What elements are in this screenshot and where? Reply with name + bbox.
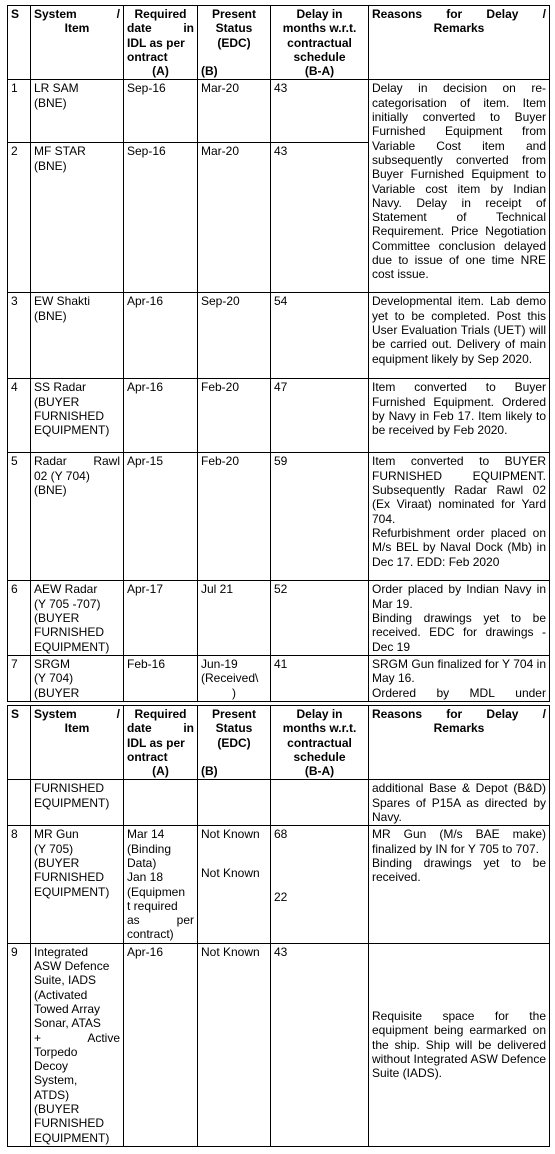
table-row [8,581,550,655]
row-remarks: Item converted to Buyer Furnished Equipment. Ordered by Navy in Feb 17. Item likely to be received by Feb 2020. [369,379,550,453]
row-s: 4 [8,379,31,453]
row-present-status: Sep-20 [198,293,271,379]
row-delay: 68 22 [271,826,369,943]
row-present-status: Feb-20 [198,453,271,581]
header-row [8,6,550,80]
header-present-status: Present Status (EDC) (B) [198,6,271,80]
row-s: 6 [8,581,31,655]
row-required-date: Apr-16 [124,379,198,453]
header-delay: Delay in months w.r.t. contractual schedule (B-A) [271,706,369,780]
row-system: Radar Rawl 02 (Y 704) (BNE) [31,453,124,581]
row-required-date: Apr-17 [124,581,198,655]
row-remarks: Order placed by Indian Navy in Mar 19. Binding drawings yet to be received. EDC for drawings - Dec 19 [369,581,550,655]
header-s: S [8,6,31,80]
row-required-date: Sep-16 [124,80,198,143]
row-required-date: Apr-16 [124,943,198,1146]
row-system: MF STAR (BNE) [31,143,124,293]
row-required-date [124,780,198,826]
row-present-status [198,780,271,826]
table-row [8,943,550,1146]
header-required-date: Required date in IDL as per ontract (A) [124,6,198,80]
row-present-status: Mar-20 [198,80,271,143]
row-s: 7 [8,655,31,701]
row-present-status: Mar-20 [198,143,271,293]
row-present-status: Not Known [198,943,271,1146]
row-s: 2 [8,143,31,293]
header-reasons: Reasons for Delay / Remarks [369,706,550,780]
row-required-date: Mar 14 (Binding Data) Jan 18 (Equipmen t required as per contract) [124,826,198,943]
row-present-status: Not Known Not Known [198,826,271,943]
table-row [8,80,550,143]
table-row [8,453,550,581]
row-required-date: Feb-16 [124,655,198,701]
table-row-continued [8,780,550,826]
table-row [8,826,550,943]
header-system-item: System / Item [31,706,124,780]
row-system: SRGM (Y 704) (BUYER [31,655,124,701]
header-required-date: Required date in IDL as per ontract (A) [124,706,198,780]
row-remarks: Item converted to BUYER FURNISHED EQUIPMENT. Subsequently Radar Rawl 02 (Ex Viraat) nominated for Yard 704. Refurbishment order placed on M/s BEL by Naval Dock (Mb) in Dec 17. EDD: Feb 2020 [369,453,550,581]
row-delay: 43 [271,143,369,293]
row-system: AEW Radar (Y 705 -707) (BUYER FURNISHED EQUIPMENT) [31,581,124,655]
header-system-item: System / Item [31,6,124,80]
row-s: 9 [8,943,31,1146]
row-s: 5 [8,453,31,581]
row-present-status: Jul 21 [198,581,271,655]
row-delay [271,780,369,826]
row-required-date: Apr-15 [124,453,198,581]
row-remarks: Developmental item. Lab demo yet to be completed. Post this User Evaluation Trials (UET) will be carried out. Delivery of main equipment likely by Sep 2020. [369,293,550,379]
header-row [8,706,550,780]
row-delay: 41 [271,655,369,701]
table-row [8,379,550,453]
header-s: S [8,706,31,780]
table-row [8,655,550,701]
row-remarks: Requisite space for the equipment being earmarked on the ship. Ship will be delivered without Integrated ASW Defence Suite (IADS). [369,943,550,1146]
row-remarks: Delay in decision on re-categorisation of item. Item initially converted to Buyer Furnished Equipment from Variable Cost item and subsequently converted from Buyer Furnished Equipment to Variable cost item by Indian Navy. Delay in receipt of Statement of Technical Requirement. Price Negotiation Committee conclusion delayed due to issue of one time NRE cost issue. [369,80,550,293]
row-present-status: Jun-19 (Received\ ) [198,655,271,701]
row-s [8,780,31,826]
row-delay: 43 [271,943,369,1146]
header-delay: Delay in months w.r.t. contractual schedule (B-A) [271,6,369,80]
row-delay: 47 [271,379,369,453]
row-s: 1 [8,80,31,143]
row-remarks: MR Gun (M/s BAE make) finalized by IN for Y 705 to 707. Binding drawings yet to be received. [369,826,550,943]
delay-table-part-2 [7,705,550,1147]
header-present-status: Present Status (EDC) (B) [198,706,271,780]
row-system: SS Radar (BUYER FURNISHED EQUIPMENT) [31,379,124,453]
row-s: 3 [8,293,31,379]
row-remarks: additional Base & Depot (B&D) Spares of P15A as directed by Navy. [369,780,550,826]
row-system: MR Gun (Y 705) (BUYER FURNISHED EQUIPMENT) [31,826,124,943]
row-delay: 59 [271,453,369,581]
row-system: EW Shakti (BNE) [31,293,124,379]
row-system: FURNISHED EQUIPMENT) [31,780,124,826]
row-system: Integrated ASW Defence Suite, IADS (Activated Towed Array Sonar, ATAS + Active Torpedo Decoy System, ATDS) (BUYER FURNISHED EQUIPMENT) [31,943,124,1146]
row-delay: 43 [271,80,369,143]
row-system: LR SAM (BNE) [31,80,124,143]
delay-table-part-1 [7,5,550,702]
header-reasons: Reasons for Delay / Remarks [369,6,550,80]
table-row [8,293,550,379]
row-delay: 52 [271,581,369,655]
row-required-date: Sep-16 [124,143,198,293]
row-present-status: Feb-20 [198,379,271,453]
row-delay: 54 [271,293,369,379]
row-required-date: Apr-16 [124,293,198,379]
row-s: 8 [8,826,31,943]
row-remarks: SRGM Gun finalized for Y 704 in May 16. Ordered by MDL under [369,655,550,701]
